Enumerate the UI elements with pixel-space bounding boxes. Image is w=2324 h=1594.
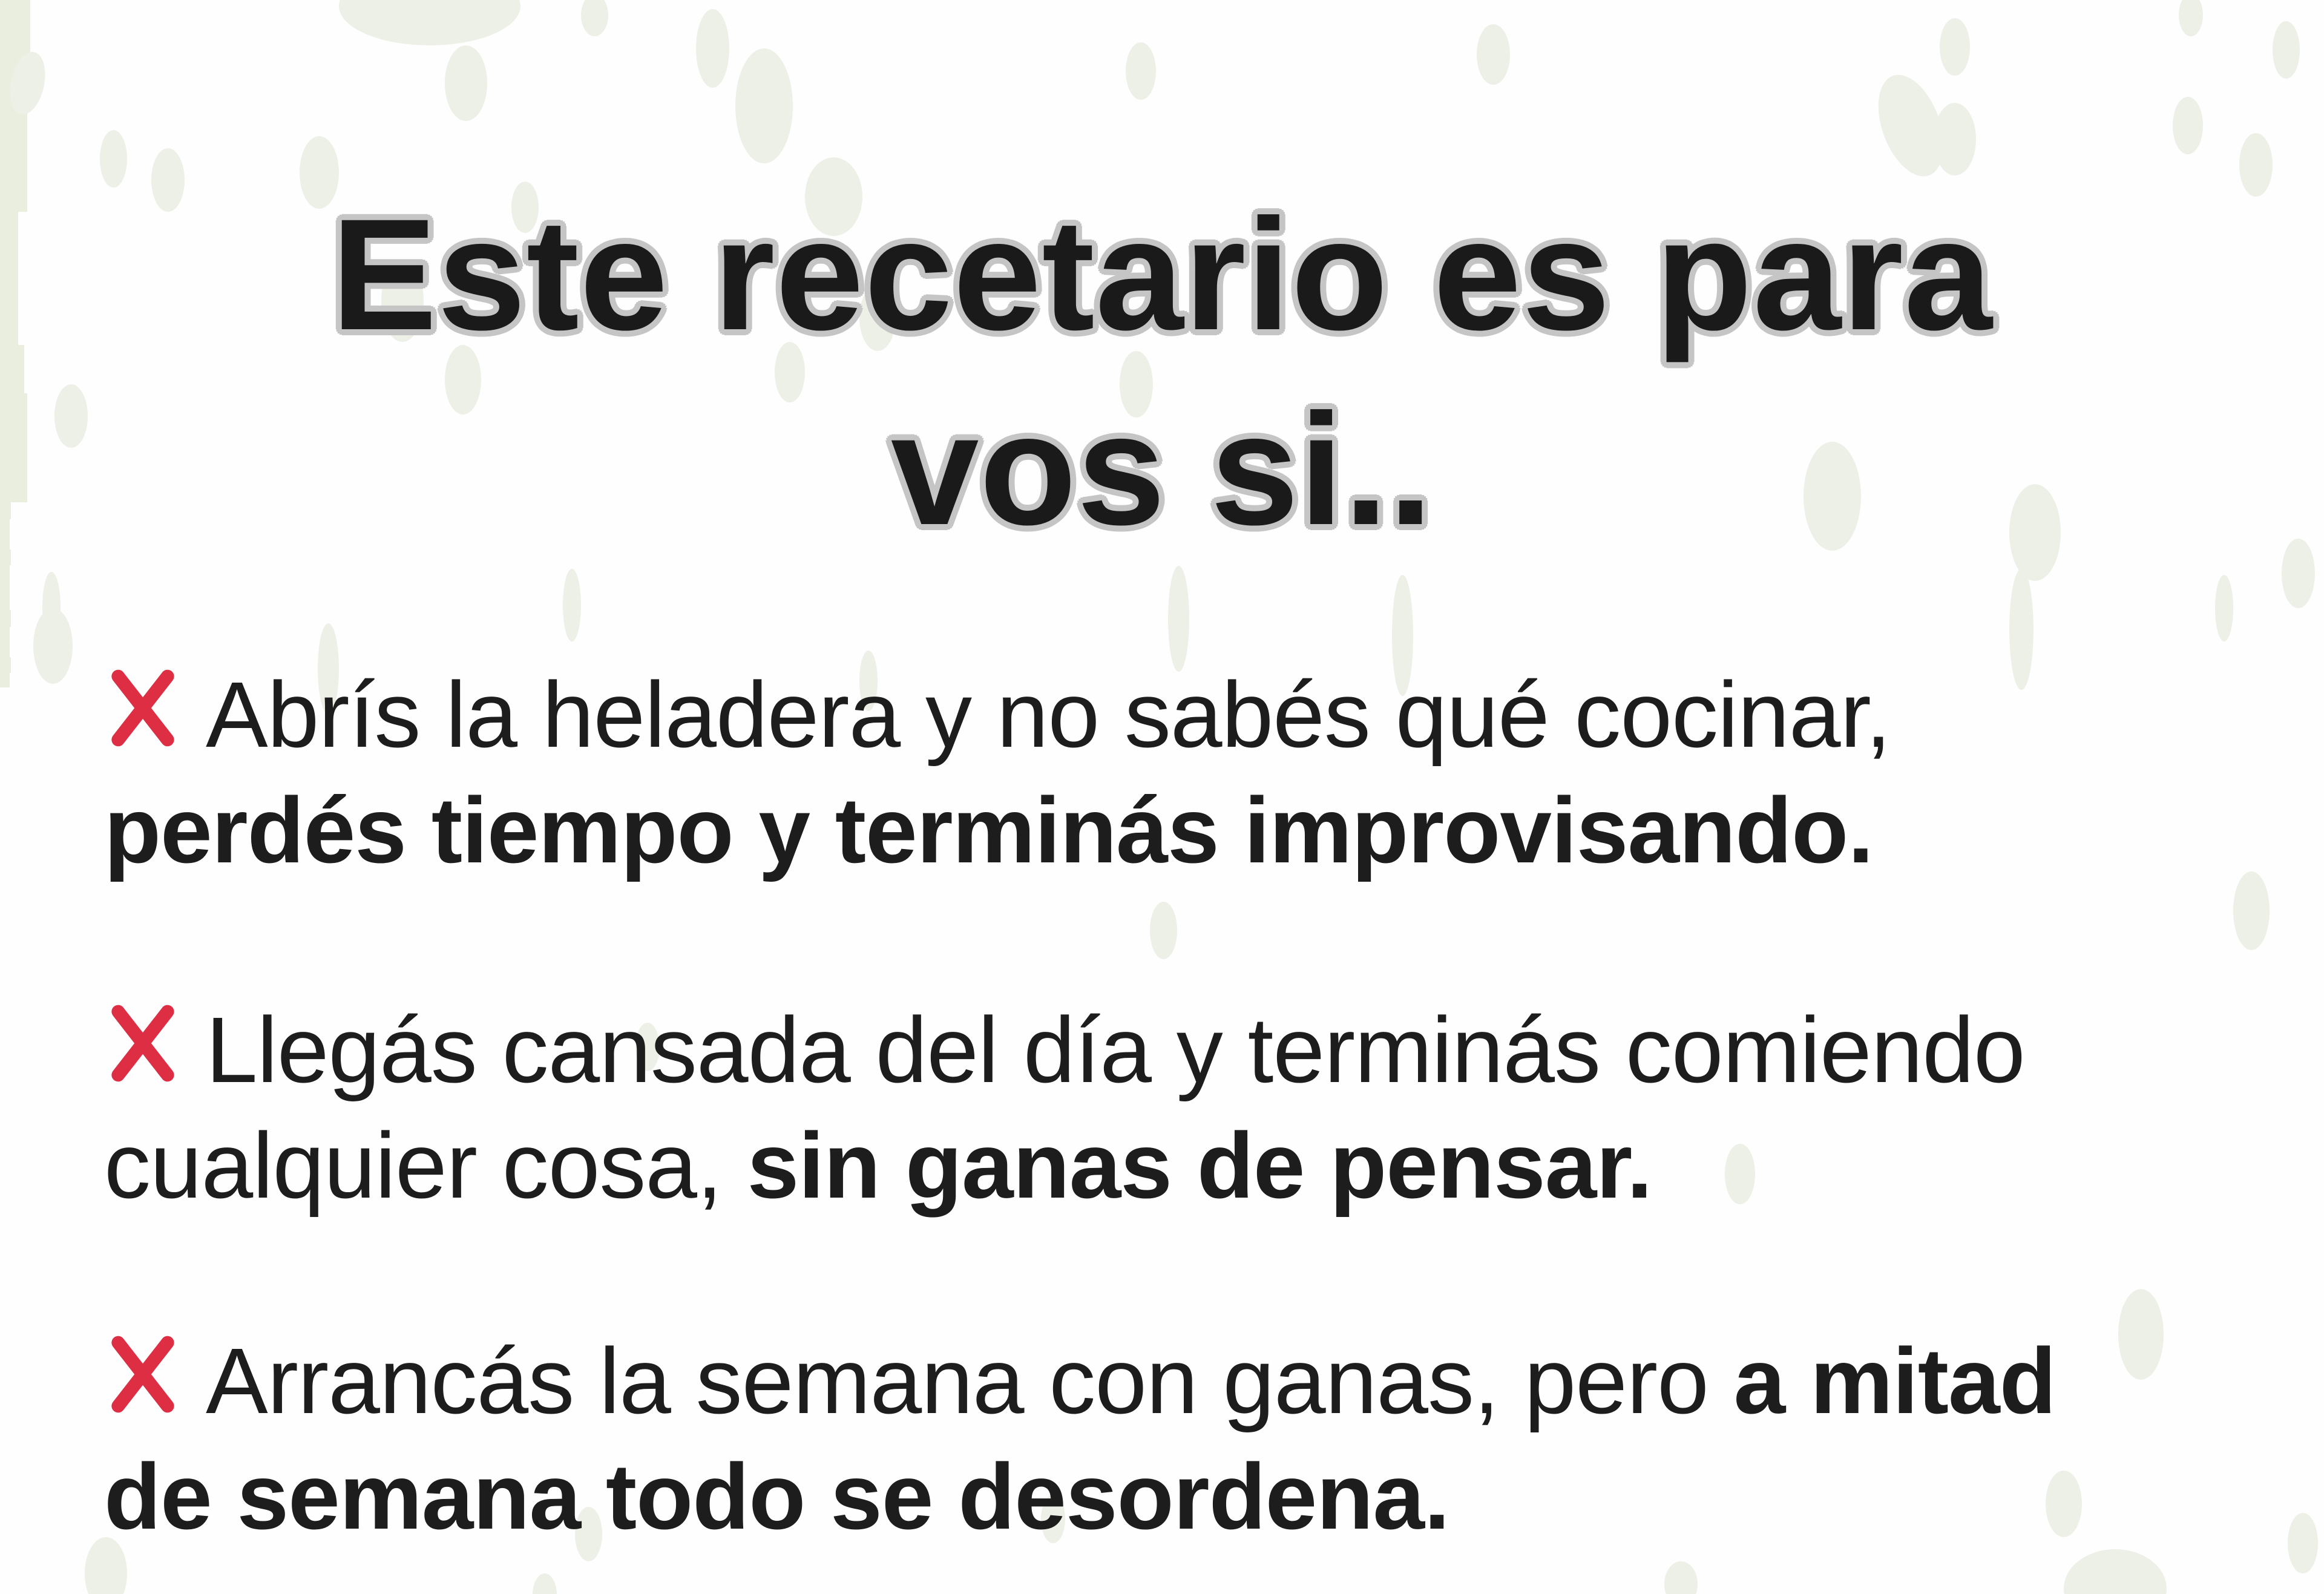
bullet-1-line-1: Abrís la heladera y no sabés qué cocinar, (206, 663, 1891, 767)
splatter-blob (0, 627, 10, 641)
splatter-blob (0, 594, 10, 610)
splatter-blob (2273, 21, 2300, 79)
splatter-blob (2173, 97, 2203, 154)
splatter-blob (581, 0, 608, 36)
splatter-blob (0, 565, 10, 580)
bullet-item-1 (104, 657, 1891, 888)
splatter-blob (1940, 18, 1970, 76)
bullet-1-line-2: perdés tiempo y terminás improvisando. (104, 778, 1874, 882)
splatter-blob (0, 112, 27, 160)
bullet-item-2 (104, 992, 2025, 1224)
bullet-2-line-2: cualquier cosa, sin ganas de pensar. (104, 1114, 1652, 1218)
splatter-blob (339, 0, 520, 45)
splatter-blob (1934, 103, 1976, 175)
splatter-blob (1150, 902, 1177, 959)
splatter-blob (0, 673, 10, 687)
splatter-blob (0, 641, 10, 657)
splatter-blob (1664, 1561, 1698, 1594)
splatter-blob (2288, 1513, 2318, 1573)
bullet-item-3 (104, 1323, 2056, 1555)
bullet-3-line-2: de semana todo se desordena. (104, 1445, 1449, 1549)
bullet-2-line-1: Llegás cansada del día y terminás comiendo (206, 998, 2025, 1102)
splatter-blob (2064, 1549, 2167, 1594)
splatter-blob (1477, 24, 1510, 85)
splatter-blob (2233, 871, 2270, 950)
splatter-blob (563, 569, 581, 641)
bullet-3-line-1: Arrancás la semana con ganas, pero a mitad (206, 1329, 2056, 1433)
splatter-blob (735, 48, 793, 163)
splatter-blob (2215, 575, 2233, 641)
splatter-blob (696, 9, 729, 88)
splatter-blob (0, 657, 11, 673)
splatter-blob (0, 610, 11, 627)
splatter-blob (2009, 569, 2034, 690)
splatter-blob (0, 580, 10, 594)
title-line-1: Este recetario es para (331, 186, 1993, 363)
red-x-icon (104, 663, 182, 753)
red-x-icon (104, 1330, 182, 1419)
title-line-2: vos si.. (890, 381, 1434, 558)
splatter-blob (445, 45, 487, 121)
splatter-blob (1168, 566, 1189, 672)
page-title (0, 177, 2324, 567)
splatter-blob (533, 1573, 557, 1594)
splatter-blob (1126, 42, 1156, 100)
red-x-icon (104, 999, 182, 1088)
splatter-blob (2118, 1289, 2164, 1380)
splatter-blob (42, 572, 61, 641)
splatter-blob (0, 0, 30, 57)
splatter-blob (2179, 0, 2203, 36)
